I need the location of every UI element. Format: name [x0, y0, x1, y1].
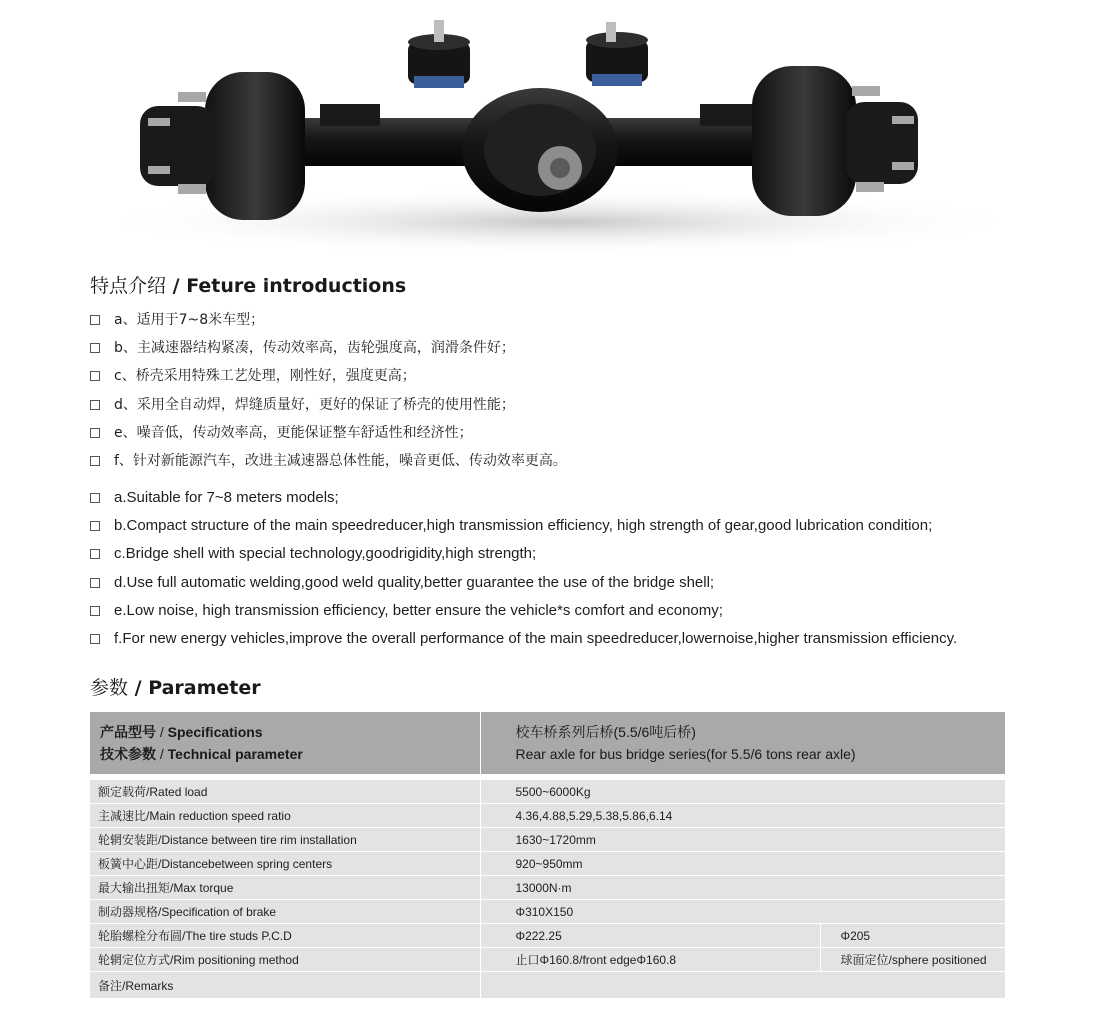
- features-title-en: / Feture introductions: [172, 275, 407, 297]
- table-row: 板簧中心距/Distancebetween spring centers 920~950mm: [90, 852, 1005, 876]
- list-item: f、针对新能源汽车，改进主减速器总体性能，噪音更低、传动效率更高。: [90, 447, 567, 475]
- features-list-en: [90, 484, 957, 653]
- list-item: d.Use full automatic welding,good weld quality,better guarantee the use of the bridge shell;: [90, 569, 957, 597]
- parameter-title-en: / Parameter: [134, 677, 261, 699]
- header-spec-cell: 产品型号 / Specifications 技术参数 / Technical parameter: [90, 712, 480, 777]
- checkbox-icon: [90, 493, 100, 503]
- checkbox-icon: [90, 456, 100, 466]
- table-row: 轮胎螺栓分布圆/The tire studs P.C.D Φ222.25 Φ205: [90, 924, 1005, 948]
- table-row: 额定载荷/Rated load 5500~6000Kg: [90, 777, 1005, 804]
- list-item: b.Compact structure of the main speedreducer,high transmission efficiency, high strength of gear,good lubrication condition;: [90, 512, 957, 540]
- parameter-title-zh: 参数: [90, 677, 129, 699]
- product-image: [0, 0, 1120, 258]
- table-header-row: [90, 712, 1005, 777]
- header-model-cell: 校车桥系列后桥(5.5/6吨后桥) Rear axle for bus bridge series(for 5.5/6 tons rear axle): [480, 712, 1005, 777]
- table-row: 主减速比/Main reduction speed ratio 4.36,4.88,5.29,5.38,5.86,6.14: [90, 804, 1005, 828]
- checkbox-icon: [90, 428, 100, 438]
- list-item: a、适用于7~8米车型；: [90, 306, 567, 334]
- list-item: b、主减速器结构紧凑，传动效率高，齿轮强度高，润滑条件好；: [90, 334, 567, 362]
- table-row: 备注/Remarks: [90, 972, 1005, 999]
- table-row: 最大输出扭矩/Max torque 13000N·m: [90, 876, 1005, 900]
- checkbox-icon: [90, 549, 100, 559]
- table-row: 轮辋定位方式/Rim positioning method 止口Φ160.8/front edgeΦ160.8 球面定位/sphere positioned: [90, 948, 1005, 972]
- list-item: e、噪音低，传动效率高，更能保证整车舒适性和经济性；: [90, 419, 567, 447]
- parameter-table: [90, 712, 1005, 998]
- checkbox-icon: [90, 371, 100, 381]
- list-item: a.Suitable for 7~8 meters models;: [90, 484, 957, 512]
- list-item: d、采用全自动焊，焊缝质量好，更好的保证了桥壳的使用性能；: [90, 391, 567, 419]
- checkbox-icon: [90, 578, 100, 588]
- features-list-zh: [90, 306, 567, 475]
- parameter-title: [90, 673, 261, 700]
- table-row: 制动器规格/Specification of brake Φ310X150: [90, 900, 1005, 924]
- checkbox-icon: [90, 634, 100, 644]
- checkbox-icon: [90, 343, 100, 353]
- table-row: 轮辋安装距/Distance between tire rim installation 1630~1720mm: [90, 828, 1005, 852]
- checkbox-icon: [90, 400, 100, 410]
- features-title: [90, 271, 406, 298]
- features-title-zh: 特点介绍: [90, 275, 167, 297]
- checkbox-icon: [90, 606, 100, 616]
- checkbox-icon: [90, 315, 100, 325]
- list-item: c.Bridge shell with special technology,goodrigidity,high strength;: [90, 540, 957, 568]
- rear-axle-image: [0, 0, 1120, 258]
- list-item: c、桥壳采用特殊工艺处理，刚性好，强度更高；: [90, 362, 567, 390]
- list-item: e.Low noise, high transmission efficiency, better ensure the vehicle*s comfort and economy;: [90, 597, 957, 625]
- list-item: f.For new energy vehicles,improve the overall performance of the main speedreducer,lowernoise,higher transmission efficiency.: [90, 625, 957, 653]
- checkbox-icon: [90, 521, 100, 531]
